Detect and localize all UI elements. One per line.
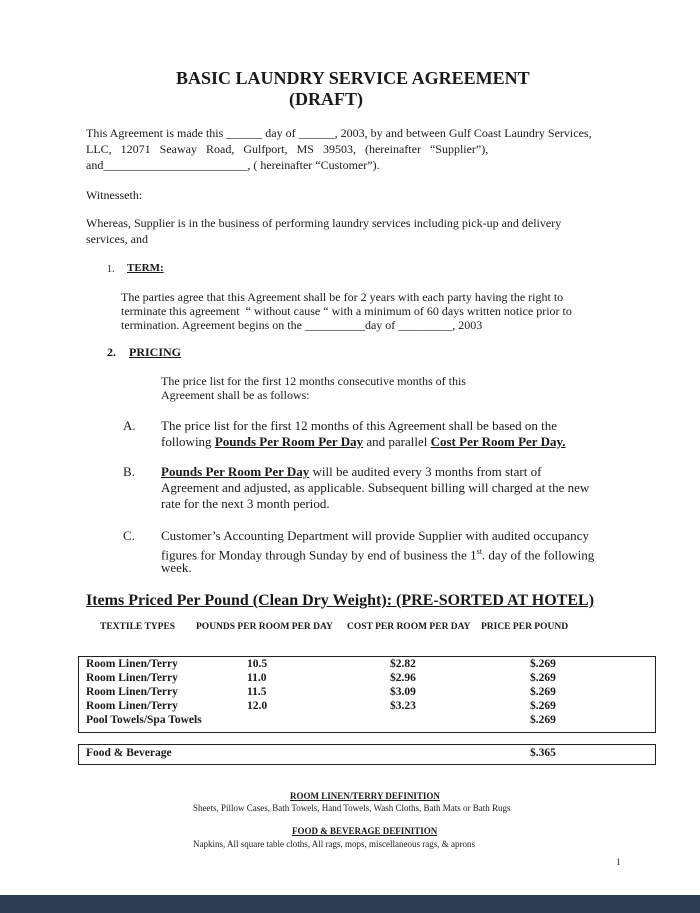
intro-line-2: LLC, 12071 Seaway Road, Gulfport, MS 39503, (hereinafter “Supplier”), bbox=[86, 142, 489, 156]
item-c-line-1: Customer’s Accounting Department will provide Supplier with audited occupancy bbox=[161, 528, 589, 543]
item-c-letter: C. bbox=[123, 528, 135, 543]
table-row: Room Linen/Terry 11.5 $3.09 $.269 bbox=[86, 686, 556, 698]
pounds-per-room-term-b: Pounds Per Room Per Day bbox=[161, 464, 310, 479]
item-b-line-1: Pounds Per Room Per Day will be audited every 3 months from start of bbox=[161, 464, 542, 479]
document-title: BASIC LAUNDRY SERVICE AGREEMENT bbox=[176, 68, 530, 88]
item-a-letter: A. bbox=[123, 418, 136, 433]
food-definition-text: Napkins, All square table cloths, All rags, mops, miscellaneous rags, & aprons bbox=[193, 839, 475, 849]
table-row: Room Linen/Terry 11.0 $2.96 $.269 bbox=[86, 672, 556, 684]
whereas-line-1: Whereas, Supplier is in the business of performing laundry services including pick-up and delivery bbox=[86, 216, 562, 230]
bottom-frame-strip bbox=[0, 895, 700, 913]
pricing-heading: PRICING bbox=[129, 345, 182, 359]
col-header-cost: COST PER ROOM PER DAY bbox=[347, 622, 471, 632]
pounds-per-room-term: Pounds Per Room Per Day bbox=[214, 434, 364, 449]
item-b-letter: B. bbox=[123, 464, 135, 479]
term-heading: TERM: bbox=[127, 262, 164, 274]
food-row: Food & Beverage $.365 bbox=[86, 747, 556, 759]
pricing-intro-line-1: The price list for the first 12 months consecutive months of this bbox=[161, 374, 466, 388]
term-line-2: terminate this agreement “ without cause “ with a minimum of 60 days written notice prior to bbox=[121, 304, 572, 318]
table-row: Room Linen/Terry 10.5 $2.82 $.269 bbox=[86, 658, 556, 670]
item-c-line-2: figures for Monday through Sunday by end of business the 1st. day of the following bbox=[161, 547, 595, 563]
term-line-3: termination. Agreement begins on the __________day of _________, 2003 bbox=[121, 318, 483, 332]
col-header-price: PRICE PER POUND bbox=[481, 622, 569, 632]
document-subtitle: (DRAFT) bbox=[289, 89, 363, 109]
witnesseth-label: Witnesseth: bbox=[86, 188, 143, 202]
table-row: Room Linen/Terry 12.0 $3.23 $.269 bbox=[86, 700, 556, 712]
linen-definition-heading: ROOM LINEN/TERRY DEFINITION bbox=[290, 791, 440, 801]
pricing-number: 2. bbox=[107, 345, 116, 359]
item-a-line-1: The price list for the first 12 months of this Agreement shall be based on the bbox=[161, 418, 558, 433]
cost-per-room-term: Cost Per Room Per Day. bbox=[430, 434, 566, 449]
whereas-line-2: services, and bbox=[86, 232, 148, 246]
linen-definition-text: Sheets, Pillow Cases, Bath Towels, Hand Towels, Wash Cloths, Bath Mats or Bath Rugs bbox=[193, 803, 511, 813]
col-header-pounds: POUNDS PER ROOM PER DAY bbox=[196, 622, 333, 632]
term-number: 1. bbox=[107, 264, 115, 275]
food-definition-heading: FOOD & BEVERAGE DEFINITION bbox=[292, 826, 438, 836]
item-a-line-2: following Pounds Per Room Per Day and parallel Cost Per Room Per Day. bbox=[161, 434, 566, 449]
pricing-intro-line-2: Agreement shall be as follows: bbox=[161, 388, 310, 402]
term-line-1: The parties agree that this Agreement shall be for 2 years with each party having the right to bbox=[121, 290, 564, 304]
items-priced-heading: Items Priced Per Pound (Clean Dry Weight): (PRE-SORTED AT HOTEL) bbox=[86, 592, 595, 609]
item-c-line-3: week. bbox=[161, 560, 192, 575]
intro-line-1: This Agreement is made this ______ day of ______, 2003, by and between Gulf Coast Laundry Services, bbox=[86, 126, 592, 140]
item-b-line-3: rate for the next 3 month period. bbox=[161, 496, 330, 511]
item-b-line-2: Agreement and adjusted, as applicable. Subsequent billing will charged at the new bbox=[161, 480, 590, 495]
page-number: 1 bbox=[616, 857, 621, 867]
intro-line-3: and________________________, ( hereinafter “Customer”). bbox=[86, 158, 380, 172]
table-row: Pool Towels/Spa Towels $.269 bbox=[86, 714, 556, 726]
col-header-textile: TEXTILE TYPES bbox=[100, 622, 176, 632]
